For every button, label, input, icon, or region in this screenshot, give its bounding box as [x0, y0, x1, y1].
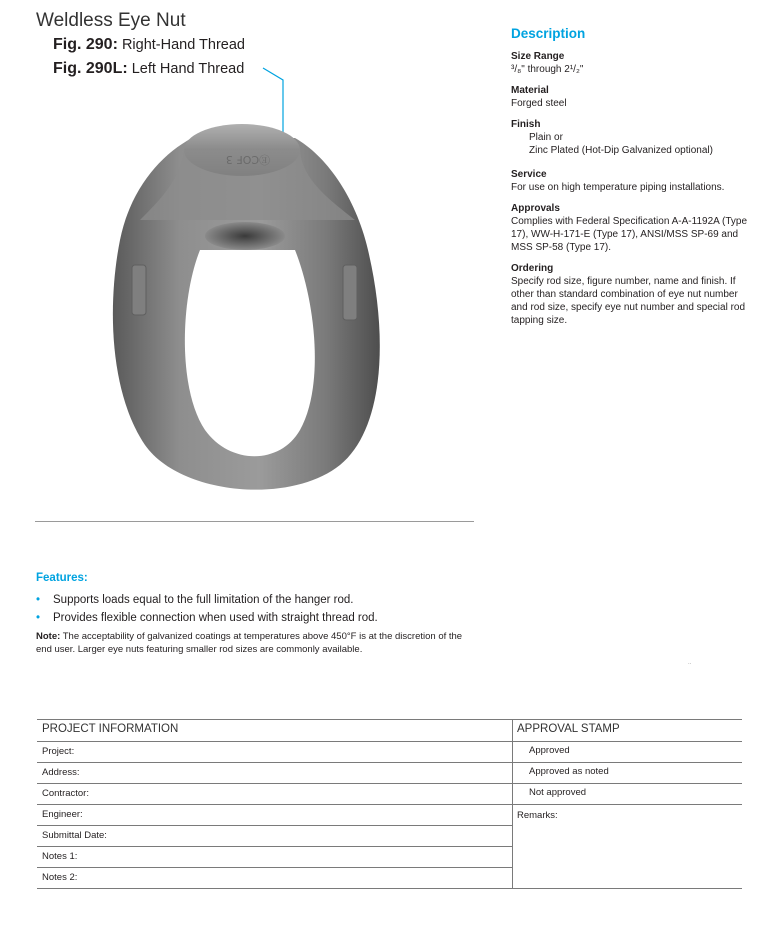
note-text: The acceptability of galvanized coatings at temperatures above 450°F is at the discretion of the end user. Larger eye nuts featuring smaller rod sizes are commonly available.: [36, 631, 463, 655]
spec-ordering: [511, 262, 751, 327]
feature-text: Provides flexible connection when used with straight thread rod.: [53, 612, 378, 624]
figure-290-description: Right-Hand Thread: [121, 37, 245, 53]
eye-nut-photo: [100, 60, 400, 510]
spec-approvals: [511, 202, 751, 254]
figure-290-number: Fig. 290:: [53, 36, 118, 53]
approved-as-noted-option: Approved as noted: [529, 766, 609, 777]
note-label: Note:: [36, 631, 61, 642]
remarks-label: Remarks:: [517, 810, 558, 821]
galvanizing-note: [36, 630, 476, 656]
not-approved-option: Not approved: [529, 787, 587, 798]
feature-item: [36, 612, 378, 624]
contractor-field-label: Contractor:: [42, 788, 89, 799]
project-field-label: Project:: [42, 746, 75, 757]
form-row-rule: [37, 741, 512, 742]
spec-service: [511, 168, 751, 194]
spec-value: Specify rod size, figure number, name and finish. If other than standard combination of eye nut number and rod size, specify eye nut number and special rod tapping size.: [511, 276, 746, 326]
spec-label: Finish: [511, 119, 541, 130]
stray-mark: ..: [688, 660, 692, 666]
notes-1-field-label: Notes 1:: [42, 851, 78, 862]
feature-item: [36, 594, 353, 606]
spec-label: Service: [511, 169, 547, 180]
image-divider: [35, 521, 474, 522]
spec-value: Zinc Plated (Hot-Dip Galvanized optional): [529, 145, 713, 156]
spec-label: Approvals: [511, 203, 560, 214]
spec-value: For use on high temperature piping installations.: [511, 182, 725, 193]
notes-2-field-label: Notes 2:: [42, 872, 78, 883]
page-title: Weldless Eye Nut: [36, 10, 186, 31]
submittal-date-field-label: Submittal Date:: [42, 830, 107, 841]
approval-stamp-heading: APPROVAL STAMP: [517, 723, 620, 735]
form-row-rule: [37, 846, 512, 847]
spec-label: Ordering: [511, 263, 554, 274]
figure-290l-number: Fig. 290L:: [53, 60, 128, 77]
approved-option: Approved: [529, 745, 570, 756]
form-bottom-rule: [37, 888, 742, 889]
spec-material: [511, 84, 751, 110]
figure-290l-description: Left Hand Thread: [131, 61, 245, 77]
form-row-rule: [37, 762, 512, 763]
form-row-rule: [37, 783, 512, 784]
spec-label: Size Range: [511, 51, 565, 62]
description-heading: Description: [511, 26, 586, 41]
spec-label: Material: [511, 85, 549, 96]
address-field-label: Address:: [42, 767, 80, 778]
stamp-row-rule: [512, 741, 742, 742]
spec-value: Forged steel: [511, 98, 567, 109]
spec-value: Plain or: [529, 132, 563, 143]
features-heading: Features:: [36, 572, 88, 584]
engineer-field-label: Engineer:: [42, 809, 83, 820]
form-row-rule: [37, 825, 512, 826]
spec-size-range: [511, 50, 751, 76]
form-row-rule: [37, 867, 512, 868]
spec-value: ³/₈" through 2¹/₂": [511, 64, 584, 75]
bullet-icon: •: [36, 594, 41, 606]
form-top-rule: [37, 719, 742, 720]
project-information-heading: PROJECT INFORMATION: [42, 723, 179, 735]
stamp-row-rule: [512, 804, 742, 805]
spec-value: Complies with Federal Specification A-A-1192A (Type 17), WW-H-171-E (Type 17), ANSI/MSS SP-69 and MSS SP-58 (Type 17).: [511, 216, 748, 253]
forged-stamp-marking: ⒺCOF 3: [225, 153, 271, 166]
stamp-row-rule: [512, 762, 742, 763]
feature-text: Supports loads equal to the full limitation of the hanger rod.: [53, 594, 354, 606]
bullet-icon: •: [36, 612, 41, 624]
stamp-row-rule: [512, 783, 742, 784]
form-row-rule: [37, 804, 512, 805]
spec-finish: [511, 118, 751, 157]
